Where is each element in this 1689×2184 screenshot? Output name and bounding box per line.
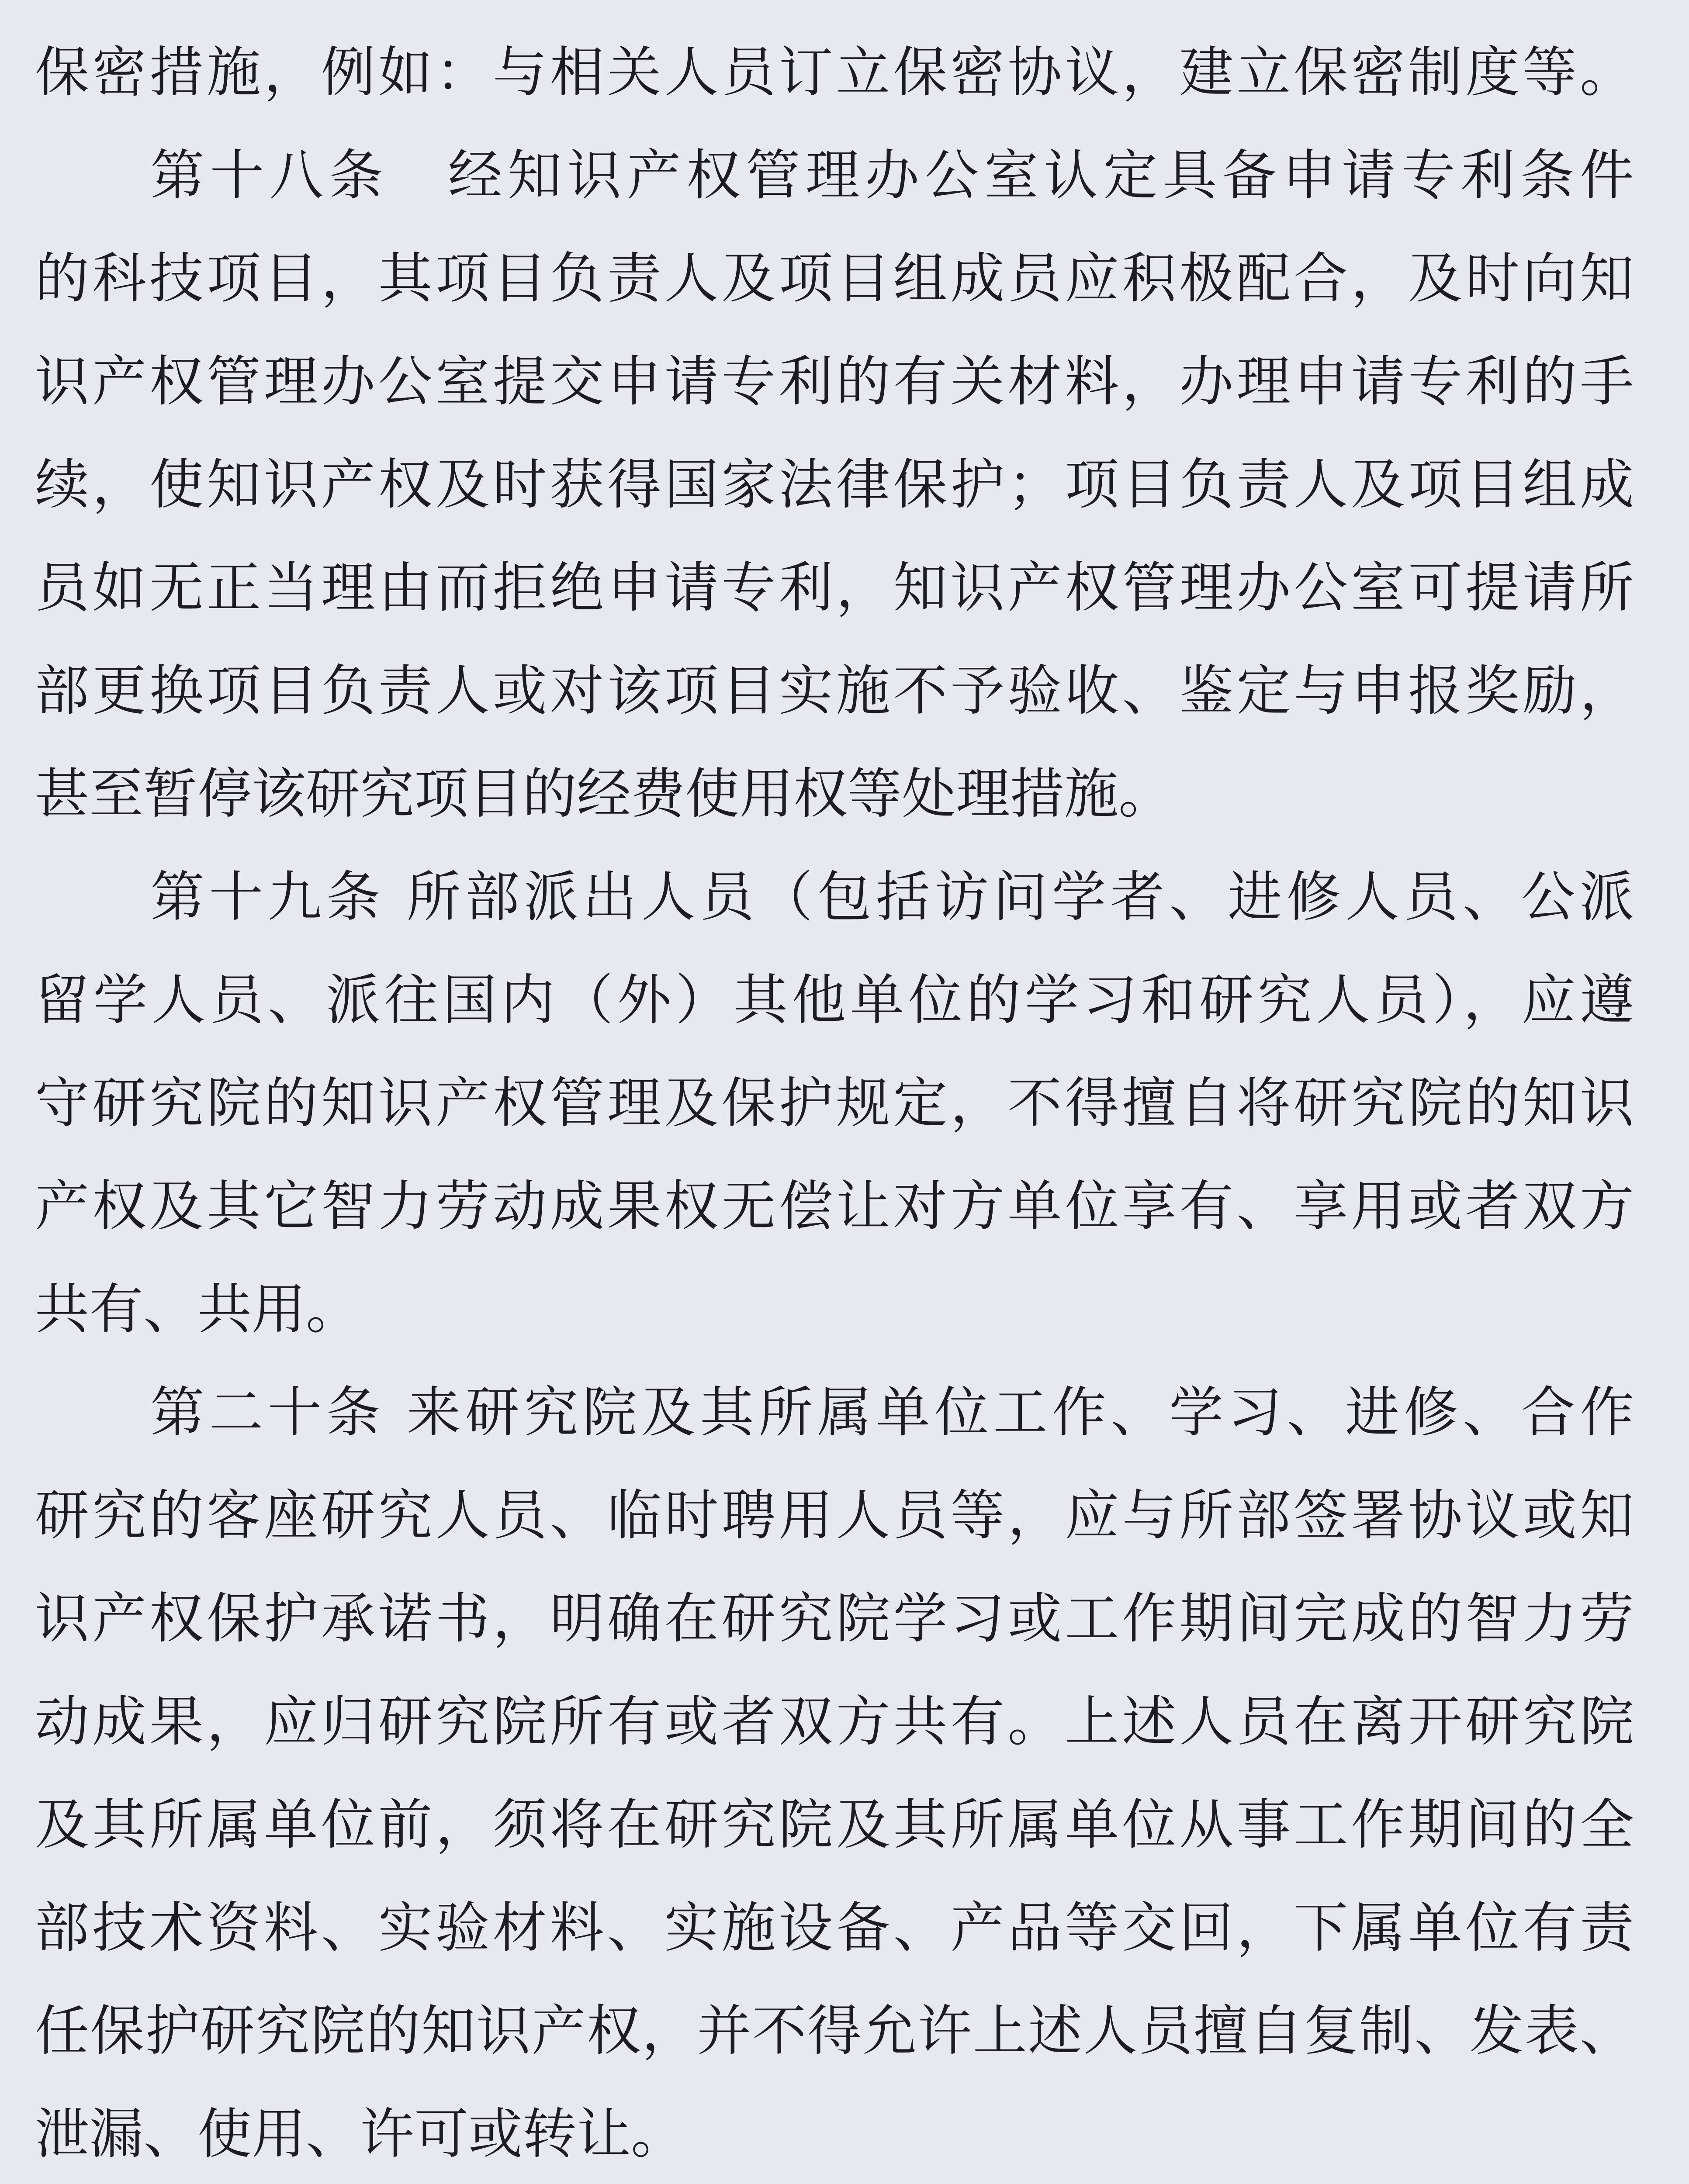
text-line: 泄漏、使用、许可或转让。 <box>35 2103 685 2166</box>
article-19-heading-line: 第十九条 所部派出人员（包括访问学者、进修人员、公派 <box>150 866 1634 929</box>
text-line: 部技术资料、实验材料、实施设备、产品等交回，下属单位有责 <box>35 1897 1634 1959</box>
text-line: 任保护研究院的知识产权，并不得允许上述人员擅自复制、发表、 <box>35 2000 1634 2063</box>
text-line: 员如无正当理由而拒绝申请专利，知识产权管理办公室可提请所 <box>35 556 1634 619</box>
article-18-heading-line: 第十八条 经知识产权管理办公室认定具备申请专利条件 <box>150 144 1634 207</box>
text-line: 的科技项目，其项目负责人及项目组成员应积极配合，及时向知 <box>35 247 1634 310</box>
text-line: 续，使知识产权及时获得国家法律保护；项目负责人及项目组成 <box>35 453 1634 516</box>
text-line: 留学人员、派往国内（外）其他单位的学习和研究人员），应遵 <box>35 969 1634 1032</box>
text-line: 共有、共用。 <box>35 1278 360 1341</box>
text-line: 守研究院的知识产权管理及保护规定，不得擅自将研究院的知识 <box>35 1072 1634 1135</box>
text-line: 产权及其它智力劳动成果权无偿让对方单位享有、享用或者双方 <box>35 1175 1634 1238</box>
text-line: 动成果，应归研究院所有或者双方共有。上述人员在离开研究院 <box>35 1690 1634 1753</box>
text-line: 识产权管理办公室提交申请专利的有关材料，办理申请专利的手 <box>35 350 1634 413</box>
text-line: 保密措施，例如：与相关人员订立保密协议，建立保密制度等。 <box>35 41 1634 104</box>
article-20-heading-line: 第二十条 来研究院及其所属单位工作、学习、进修、合作 <box>150 1381 1634 1444</box>
text-line: 研究的客座研究人员、临时聘用人员等，应与所部签署协议或知 <box>35 1484 1634 1547</box>
text-line: 及其所属单位前，须将在研究院及其所属单位从事工作期间的全 <box>35 1794 1634 1856</box>
text-line: 识产权保护承诺书，明确在研究院学习或工作期间完成的智力劳 <box>35 1587 1634 1650</box>
text-line: 甚至暂停该研究项目的经费使用权等处理措施。 <box>35 763 1173 826</box>
text-line: 部更换项目负责人或对该项目实施不予验收、鉴定与申报奖励， <box>35 660 1634 722</box>
